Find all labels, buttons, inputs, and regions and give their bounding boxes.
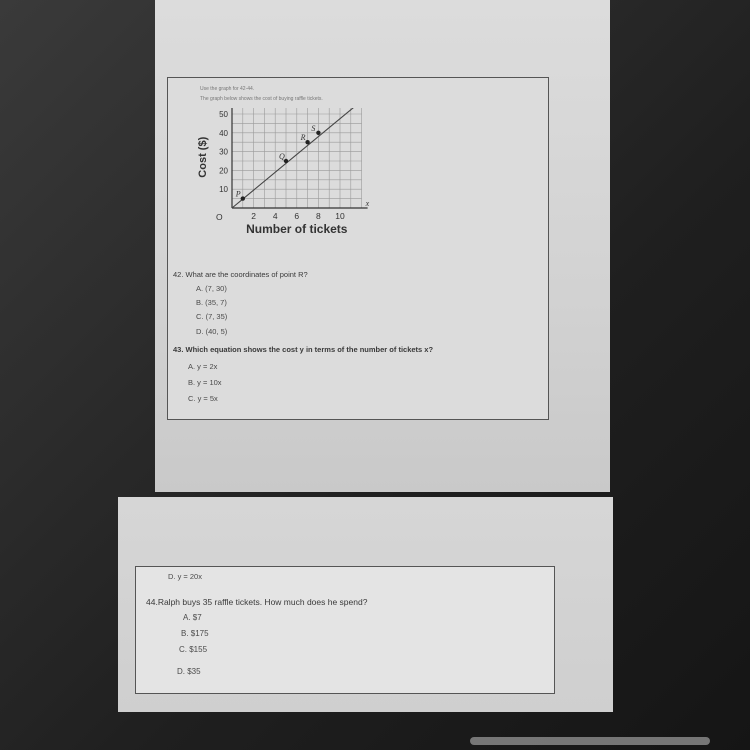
x-tick-label: 2 (251, 211, 256, 221)
graph-grid (232, 108, 362, 208)
point-r (305, 140, 309, 144)
y-tick-label: 10 (219, 185, 228, 195)
point-p (241, 196, 245, 200)
question-42: 42. What are the coordinates of point R? (173, 270, 308, 279)
point-label-r: R (300, 133, 306, 143)
graph-axes (232, 108, 368, 208)
home-indicator-bar (470, 737, 710, 745)
q42-option-c[interactable]: C. (7, 35) (196, 312, 228, 321)
origin-label: O (216, 212, 223, 222)
x-tick-label: 10 (335, 211, 345, 221)
q43-option-a[interactable]: A. y = 2x (188, 362, 218, 371)
x-tick-label: 8 (316, 211, 321, 221)
q43-option-d[interactable]: D. y = 20x (168, 572, 202, 581)
x-tick-label: 6 (294, 211, 300, 221)
q43-option-b[interactable]: B. y = 10x (188, 378, 222, 387)
x-axis-title: Number of tickets (246, 222, 348, 236)
q42-option-d[interactable]: D. (40, 5) (196, 327, 228, 336)
y-tick-label: 40 (219, 128, 228, 138)
q42-option-b[interactable]: B. (35, 7) (196, 298, 227, 307)
point-label-p: P (235, 189, 241, 199)
point-label-q: Q (279, 152, 285, 161)
y-tick-label: 20 (219, 166, 228, 176)
question-44: 44.Ralph buys 35 raffle tickets. How much does he spend? (146, 597, 368, 607)
q43-option-c[interactable]: C. y = 5x (188, 394, 218, 403)
graph-instruction: Use the graph for 42-44. (200, 86, 255, 92)
x-axis-letter: x (365, 199, 370, 208)
graph-ticks (219, 110, 345, 221)
question-43: 43. Which equation shows the cost y in terms of the number of tickets x? (173, 345, 434, 354)
graph-description: The graph below shows the cost of buying raffle tickets. (200, 96, 323, 102)
y-axis-title: Cost ($) (197, 136, 209, 178)
q44-option-a[interactable]: A. $7 (183, 613, 202, 622)
y-tick-label: 50 (219, 110, 228, 119)
y-tick-label: 30 (219, 147, 228, 157)
q44-option-d[interactable]: D. $35 (177, 667, 201, 676)
point-s (316, 131, 320, 135)
point-label-s: S (311, 123, 316, 133)
x-tick-label: 4 (272, 211, 278, 221)
q44-option-b[interactable]: B. $175 (181, 629, 209, 638)
q44-option-c[interactable]: C. $155 (179, 645, 208, 654)
cost-graph (180, 108, 380, 258)
q42-option-a[interactable]: A. (7, 30) (196, 284, 227, 293)
